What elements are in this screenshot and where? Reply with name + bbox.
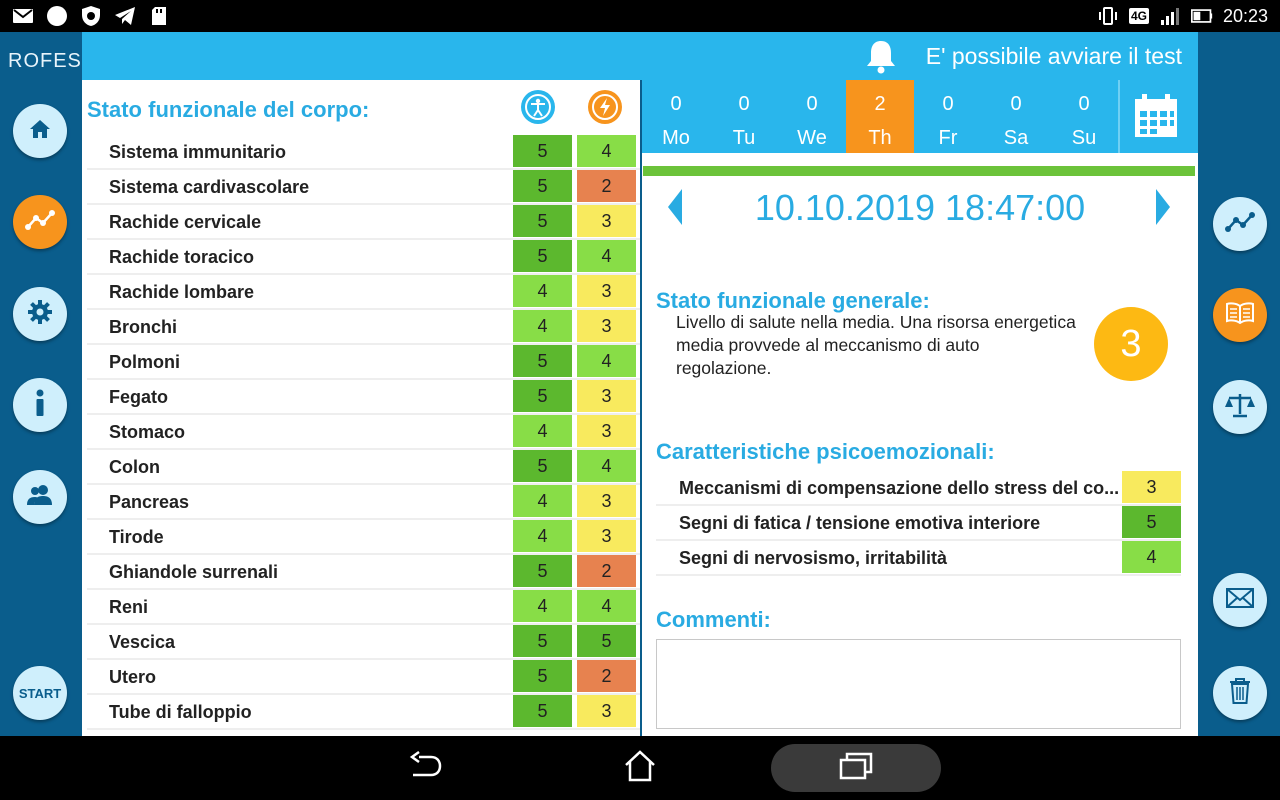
psycho-name: Segni di nervosismo, irritabilità xyxy=(679,548,948,568)
organ-name: Bronchi xyxy=(109,317,178,337)
energy-score: 2 xyxy=(577,555,636,587)
energy-score: 3 xyxy=(577,310,636,342)
delete-button[interactable] xyxy=(1213,666,1267,720)
energy-score: 4 xyxy=(577,345,636,377)
organ-name: Polmoni xyxy=(109,352,180,372)
gear-icon xyxy=(27,299,53,330)
structural-score: 4 xyxy=(513,485,572,517)
book-icon xyxy=(1225,302,1255,329)
body-status-row xyxy=(87,485,640,520)
body-status-row xyxy=(87,415,640,450)
structural-score: 4 xyxy=(513,590,572,622)
day-label: We xyxy=(797,127,827,149)
body-status-title: Stato funzionale del corpo: xyxy=(87,97,370,122)
day-test-count: 2 xyxy=(874,93,886,115)
body-status-row xyxy=(87,695,640,730)
home-button[interactable] xyxy=(13,104,67,158)
organ-name: Stomaco xyxy=(109,422,186,442)
body-status-row xyxy=(87,520,640,555)
energy-score: 3 xyxy=(577,380,636,412)
structural-score: 5 xyxy=(513,660,572,692)
home-icon xyxy=(623,750,657,787)
body-status-row xyxy=(87,590,640,625)
body-status-row xyxy=(87,240,640,275)
start-label: START xyxy=(18,685,62,701)
energy-score: 3 xyxy=(577,485,636,517)
body-status-row xyxy=(87,660,640,695)
organ-name: Sistema cardivascolare xyxy=(109,177,310,197)
energy-score: 4 xyxy=(577,240,636,272)
general-status-badge: 3 xyxy=(1094,307,1168,381)
week-selector xyxy=(642,80,1198,153)
body-status-panel xyxy=(82,80,640,736)
home-icon xyxy=(28,117,52,146)
structural-score: 5 xyxy=(513,170,572,202)
body-status-row xyxy=(87,450,640,485)
signal-icon xyxy=(1159,5,1181,27)
body-status-row xyxy=(87,170,640,205)
general-status-title: Stato funzionale generale: xyxy=(656,288,930,313)
body-status-row xyxy=(87,625,640,660)
day-label: Sa xyxy=(1003,127,1029,149)
body-status-row xyxy=(87,135,640,170)
psycho-row xyxy=(656,541,1181,576)
organ-name: Rachide cervicale xyxy=(109,212,262,232)
body-status-row xyxy=(87,310,640,345)
structural-score: 5 xyxy=(513,380,572,412)
organ-name: Sistema immunitario xyxy=(109,142,287,162)
users-icon xyxy=(25,483,55,512)
structural-score: 5 xyxy=(513,345,572,377)
body-status-row xyxy=(87,345,640,380)
psycho-row xyxy=(656,506,1181,541)
clock: 20:23 xyxy=(1222,5,1268,26)
body-status-row xyxy=(87,205,640,240)
day-test-count: 0 xyxy=(738,93,750,115)
body-status-row xyxy=(87,380,640,415)
recent-apps-button[interactable] xyxy=(771,744,941,792)
organ-name: Tirode xyxy=(109,527,164,547)
day-th[interactable] xyxy=(846,80,914,153)
structural-score: 5 xyxy=(513,625,572,657)
day-sa[interactable] xyxy=(982,80,1050,153)
organ-name: Fegato xyxy=(109,387,169,407)
measurement-datetime: 10.10.2019 18:47:00 xyxy=(754,187,1086,228)
day-label: Fr xyxy=(938,127,958,149)
day-label: Th xyxy=(868,127,892,149)
right-nav xyxy=(1198,32,1280,736)
comments-input[interactable] xyxy=(656,639,1181,729)
energy-score: 3 xyxy=(577,520,636,552)
circle-icon xyxy=(46,5,68,27)
battery-icon xyxy=(1191,5,1213,27)
psycho-score: 5 xyxy=(1122,506,1181,538)
day-label: Mo xyxy=(662,127,690,149)
organ-name: Pancreas xyxy=(109,492,190,512)
comments-title: Commenti: xyxy=(656,607,771,632)
body-status-list xyxy=(87,135,640,730)
organ-name: Vescica xyxy=(109,632,176,652)
organ-name: Utero xyxy=(109,667,157,687)
energy-score: 3 xyxy=(577,415,636,447)
energy-score: 2 xyxy=(577,170,636,202)
users-button[interactable] xyxy=(13,470,67,524)
scale-button[interactable] xyxy=(1213,380,1267,434)
chart-icon xyxy=(25,208,55,237)
day-label: Su xyxy=(1071,127,1097,149)
chart-icon xyxy=(1225,210,1255,239)
energy-score: 3 xyxy=(577,695,636,727)
chart-button[interactable] xyxy=(13,195,67,249)
day-test-count: 0 xyxy=(942,93,954,115)
organ-name: Rachide toracico xyxy=(109,247,255,267)
structural-score: 5 xyxy=(513,135,572,167)
energy-score: 4 xyxy=(577,450,636,482)
structural-score: 4 xyxy=(513,415,572,447)
energy-score: 3 xyxy=(577,205,636,237)
structural-score: 5 xyxy=(513,695,572,727)
vibrate-icon xyxy=(1097,5,1119,27)
psycho-score: 3 xyxy=(1122,471,1181,503)
system-nav-bar xyxy=(0,736,1280,800)
calendar-button[interactable] xyxy=(1132,92,1180,145)
energy-score: 2 xyxy=(577,660,636,692)
day-fr[interactable] xyxy=(914,80,982,153)
status-bar-green xyxy=(643,166,1195,176)
scale-icon xyxy=(1225,392,1255,423)
home-nav-button[interactable] xyxy=(610,744,670,792)
organ-name: Tube di falloppio xyxy=(109,702,252,722)
status-bar xyxy=(0,0,1280,32)
recent-apps-icon xyxy=(838,751,874,786)
day-su[interactable] xyxy=(1050,80,1118,153)
accessibility-icon xyxy=(521,90,555,124)
day-test-count: 0 xyxy=(670,93,682,115)
app-logo: ROFES xyxy=(8,50,82,72)
notification-bar xyxy=(82,32,1198,80)
structural-score: 5 xyxy=(513,555,572,587)
sd-card-icon xyxy=(148,5,170,27)
info-icon xyxy=(33,389,47,422)
psycho-name: Segni di fatica / tensione emotiva interiore xyxy=(679,513,1041,533)
organ-name: Colon xyxy=(109,457,160,477)
psycho-score: 4 xyxy=(1122,541,1181,573)
energy-score: 4 xyxy=(577,135,636,167)
energy-icon xyxy=(588,90,622,124)
back-button[interactable] xyxy=(396,744,456,792)
structural-score: 5 xyxy=(513,240,572,272)
day-test-count: 0 xyxy=(1010,93,1022,115)
general-status-description: Livello di salute nella media. Una risorsa energetica media provvede al meccanismo di auto regolazione. xyxy=(676,312,1076,378)
shield-icon xyxy=(80,5,102,27)
network-type: 4G xyxy=(1130,9,1147,23)
gmail-icon xyxy=(12,5,34,27)
body-status-row xyxy=(87,555,640,590)
body-status-row xyxy=(87,275,640,310)
psycho-row xyxy=(656,471,1181,506)
settings-button[interactable] xyxy=(13,287,67,341)
energy-score: 4 xyxy=(577,590,636,622)
app-window xyxy=(0,32,1280,736)
energy-score: 3 xyxy=(577,275,636,307)
organ-name: Rachide lombare xyxy=(109,282,255,302)
psycho-name: Meccanismi di compensazione dello stress del co... xyxy=(679,478,1120,498)
energy-score: 5 xyxy=(577,625,636,657)
info-button[interactable] xyxy=(13,378,67,432)
chart-view-button[interactable] xyxy=(1213,197,1267,251)
day-tu[interactable] xyxy=(710,80,778,153)
day-label: Tu xyxy=(732,127,756,149)
mail-icon xyxy=(1226,588,1254,613)
mail-button[interactable] xyxy=(1213,573,1267,627)
next-date-button[interactable] xyxy=(1154,187,1172,232)
week-separator xyxy=(1118,80,1120,153)
trash-icon xyxy=(1228,677,1252,710)
day-we[interactable] xyxy=(778,80,846,153)
day-test-count: 0 xyxy=(806,93,818,115)
notification-text: E' possibile avviare il test xyxy=(925,43,1182,69)
structural-score: 4 xyxy=(513,275,572,307)
chevron-right-icon xyxy=(1154,214,1172,231)
start-button[interactable] xyxy=(13,666,67,720)
calendar-icon xyxy=(1132,127,1180,144)
day-mo[interactable] xyxy=(642,80,710,153)
organ-name: Ghiandole surrenali xyxy=(109,562,279,582)
back-icon xyxy=(409,751,443,786)
telegram-icon xyxy=(114,5,136,27)
day-test-count: 0 xyxy=(1078,93,1090,115)
book-button[interactable] xyxy=(1213,288,1267,342)
structural-score: 5 xyxy=(513,450,572,482)
organ-name: Reni xyxy=(109,597,149,617)
structural-score: 4 xyxy=(513,520,572,552)
structural-score: 5 xyxy=(513,205,572,237)
detail-panel xyxy=(642,153,1198,736)
bell-icon xyxy=(864,38,898,79)
psycho-title: Caratteristiche psicoemozionali: xyxy=(656,439,995,464)
structural-score: 4 xyxy=(513,310,572,342)
left-nav xyxy=(0,32,82,736)
